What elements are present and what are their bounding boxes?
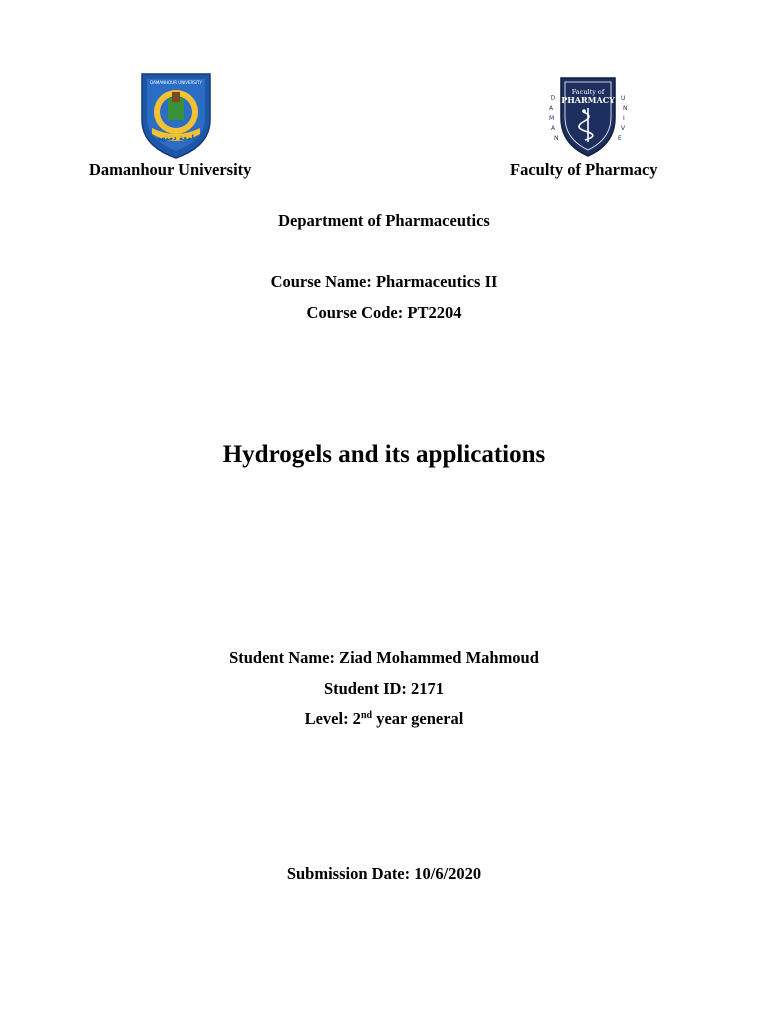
faculty-of-pharmacy-logo bbox=[543, 70, 633, 160]
svg-text:A: A bbox=[551, 125, 556, 132]
student-level bbox=[0, 711, 768, 728]
logo-arabic-text: جامعة دمنهور bbox=[152, 134, 200, 142]
department-name: Department of Pharmaceutics bbox=[278, 211, 490, 230]
submission-date: Submission Date: 10/6/2020 bbox=[286, 864, 482, 883]
logo-faculty-of-text: Faculty of bbox=[571, 88, 605, 96]
faculty-name: Faculty of Pharmacy bbox=[510, 160, 658, 179]
svg-text:A: A bbox=[549, 105, 554, 112]
student-id: Student ID: 2171 bbox=[323, 679, 445, 698]
university-name: Damanhour University bbox=[89, 160, 252, 179]
logo-pharmacy-text: PHARMACY bbox=[561, 95, 615, 105]
student-name: Student Name: Ziad Mohammed Mahmoud bbox=[229, 648, 539, 667]
document-title: Hydrogels and its applications bbox=[222, 441, 546, 468]
svg-text:V: V bbox=[621, 125, 626, 132]
svg-text:M: M bbox=[549, 115, 555, 122]
svg-text:E: E bbox=[618, 135, 622, 142]
damanhour-university-logo bbox=[138, 68, 214, 160]
level-suffix: year general bbox=[372, 709, 464, 728]
level-prefix: Level: 2 bbox=[304, 709, 361, 728]
svg-text:I: I bbox=[623, 115, 625, 122]
svg-text:D: D bbox=[550, 94, 556, 102]
course-code: Course Code: PT2204 bbox=[306, 303, 462, 322]
course-name: Course Name: Pharmaceutics II bbox=[270, 272, 498, 291]
svg-text:DAMANHOUR UNIVERSITY: DAMANHOUR UNIVERSITY bbox=[150, 80, 202, 85]
svg-text:U: U bbox=[621, 95, 626, 102]
svg-text:N: N bbox=[554, 135, 559, 142]
level-ordinal: nd bbox=[360, 710, 373, 721]
svg-text:N: N bbox=[623, 105, 628, 112]
